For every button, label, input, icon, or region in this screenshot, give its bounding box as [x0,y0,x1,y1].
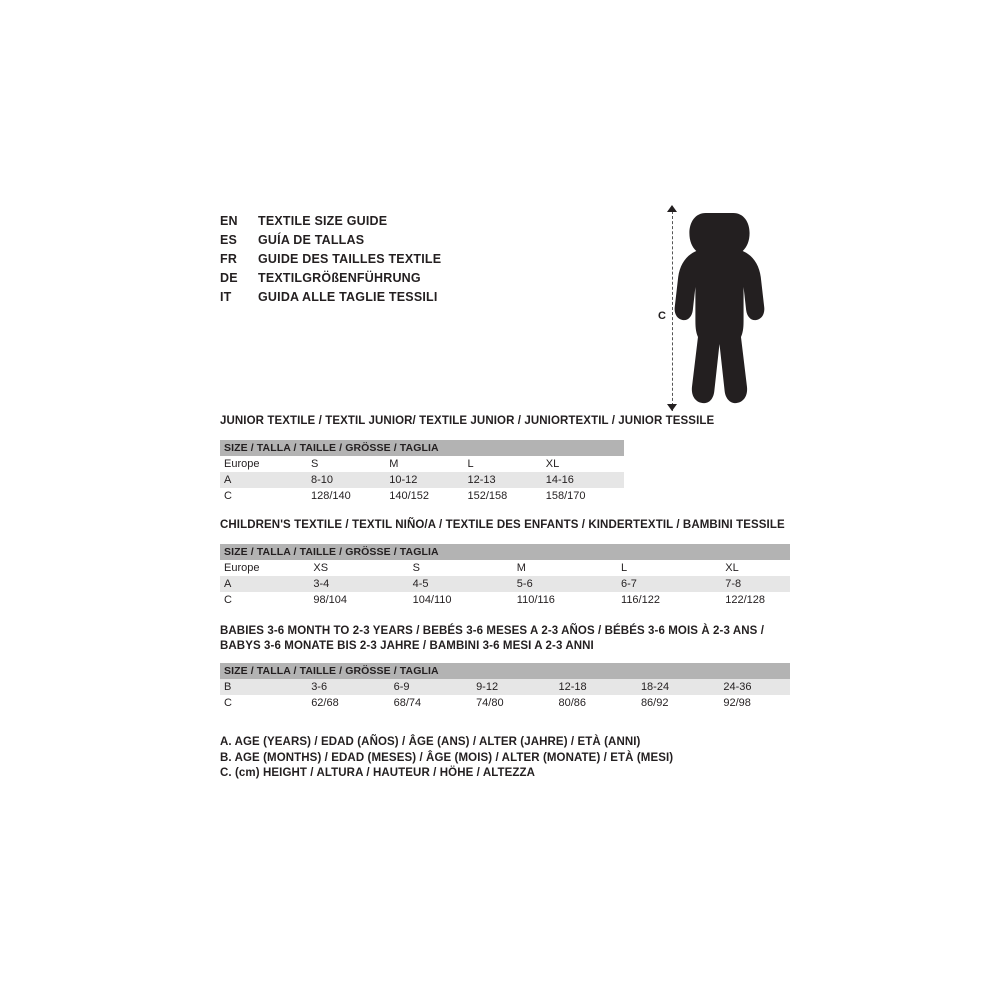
babies-size-table [220,663,790,711]
junior-row-a [220,472,624,488]
babies-row-b-v1: 3-6 [311,679,393,695]
language-row-fr [220,252,650,271]
measure-dashed-line [672,211,673,411]
language-code-en: EN [220,214,238,228]
junior-row-a-v1: 8-10 [311,472,389,488]
children-col-xs: XS [313,560,412,576]
babies-row-c-v4: 80/86 [559,695,641,711]
children-row-a-v3: 5-6 [517,576,621,592]
children-row-c-v5: 122/128 [725,592,790,608]
junior-row-c-v4: 158/170 [546,488,624,504]
children-row-a-v2: 4-5 [413,576,517,592]
language-row-it [220,290,650,309]
babies-row-b-v5: 18-24 [641,679,723,695]
children-row-a-v4: 6-7 [621,576,725,592]
babies-row-b-v6: 24-36 [723,679,790,695]
language-text-it: GUIDA ALLE TAGLIE TESSILI [258,290,438,304]
language-row-es [220,233,650,252]
children-row-c-key: C [220,592,313,608]
babies-row-b [220,679,790,695]
legend-block [220,735,673,782]
babies-row-b-v2: 6-9 [394,679,476,695]
language-code-fr: FR [220,252,238,266]
children-row-a-v1: 3-4 [313,576,412,592]
babies-row-b-v3: 9-12 [476,679,558,695]
legend-line-b: B. AGE (MONTHS) / EDAD (MESES) / ÂGE (MOIS) / ALTER (MONATE) / ETÀ (MESI) [220,751,674,764]
junior-section-title: JUNIOR TEXTILE / TEXTIL JUNIOR/ TEXTILE JUNIOR / JUNIORTEXTIL / JUNIOR TESSILE [220,415,715,427]
children-col-m: M [517,560,621,576]
junior-size-table [220,440,624,504]
babies-row-c [220,695,790,711]
children-table-header-row [220,544,790,560]
babies-table-header-row [220,663,790,679]
children-col-europe: Europe [220,560,313,576]
language-text-fr: GUIDE DES TAILLES TEXTILE [258,252,442,266]
children-table-columns-row [220,560,790,576]
language-row-en [220,214,650,233]
junior-row-c-v3: 152/158 [467,488,545,504]
children-size-table [220,544,790,608]
language-code-it: IT [220,290,232,304]
junior-row-a-v3: 12-13 [467,472,545,488]
junior-row-c [220,488,624,504]
language-row-de [220,271,650,290]
junior-col-xl: XL [546,456,624,472]
children-row-c-v2: 104/110 [413,592,517,608]
babies-row-c-v5: 86/92 [641,695,723,711]
junior-row-c-key: C [220,488,311,504]
babies-row-b-key: B [220,679,311,695]
figure-label-c: C [658,310,666,322]
children-section-title: CHILDREN'S TEXTILE / TEXTIL NIÑO/A / TEXTILE DES ENFANTS / KINDERTEXTIL / BAMBINI TESSILE [220,519,785,531]
babies-row-c-v3: 74/80 [476,695,558,711]
children-row-a [220,576,790,592]
babies-row-c-v1: 62/68 [311,695,393,711]
children-row-c [220,592,790,608]
junior-row-a-v2: 10-12 [389,472,467,488]
junior-table-columns-row [220,456,624,472]
language-code-es: ES [220,233,238,247]
babies-table-header-cell: SIZE / TALLA / TAILLE / GRÖSSE / TAGLIA [220,663,790,679]
children-row-c-v3: 110/116 [517,592,621,608]
language-code-de: DE [220,271,238,285]
junior-col-m: M [389,456,467,472]
children-row-c-v4: 116/122 [621,592,725,608]
junior-table-header-row [220,440,624,456]
junior-row-c-v1: 128/140 [311,488,389,504]
children-col-s: S [413,560,517,576]
legend-line-a: A. AGE (YEARS) / EDAD (AÑOS) / ÂGE (ANS) / ALTER (JAHRE) / ETÀ (ANNI) [220,736,641,748]
language-text-es: GUÍA DE TALLAS [258,233,365,247]
junior-row-a-v4: 14-16 [546,472,624,488]
language-text-de: TEXTILGRÖßENFÜHRUNG [258,271,421,285]
child-silhouette-icon [674,211,784,411]
babies-row-c-v2: 68/74 [394,695,476,711]
children-row-c-v1: 98/104 [313,592,412,608]
junior-row-a-key: A [220,472,311,488]
children-table-header-cell: SIZE / TALLA / TAILLE / GRÖSSE / TAGLIA [220,544,790,560]
babies-row-c-v6: 92/98 [723,695,790,711]
babies-section-title-line2: BABYS 3-6 MONATE BIS 2-3 JAHRE / BAMBINI 3-6 MESI A 2-3 ANNI [220,640,594,652]
junior-col-s: S [311,456,389,472]
babies-row-b-v4: 12-18 [559,679,641,695]
children-row-a-v5: 7-8 [725,576,790,592]
babies-section-title-line1: BABIES 3-6 MONTH TO 2-3 YEARS / BEBÉS 3-6 MESES A 2-3 AÑOS / BÉBÉS 3-6 MOIS À 2-3 ANS / [220,625,764,637]
children-col-xl: XL [725,560,790,576]
children-row-a-key: A [220,576,313,592]
junior-row-c-v2: 140/152 [389,488,467,504]
junior-table-header-cell: SIZE / TALLA / TAILLE / GRÖSSE / TAGLIA [220,440,624,456]
children-col-l: L [621,560,725,576]
height-measure-figure [650,205,810,415]
language-text-en: TEXTILE SIZE GUIDE [258,214,388,228]
junior-col-l: L [467,456,545,472]
junior-col-europe: Europe [220,456,311,472]
language-header-block [220,214,650,309]
babies-row-c-key: C [220,695,311,711]
legend-line-c: C. (cm) HEIGHT / ALTURA / HAUTEUR / HÖHE / ALTEZZA [220,767,536,779]
